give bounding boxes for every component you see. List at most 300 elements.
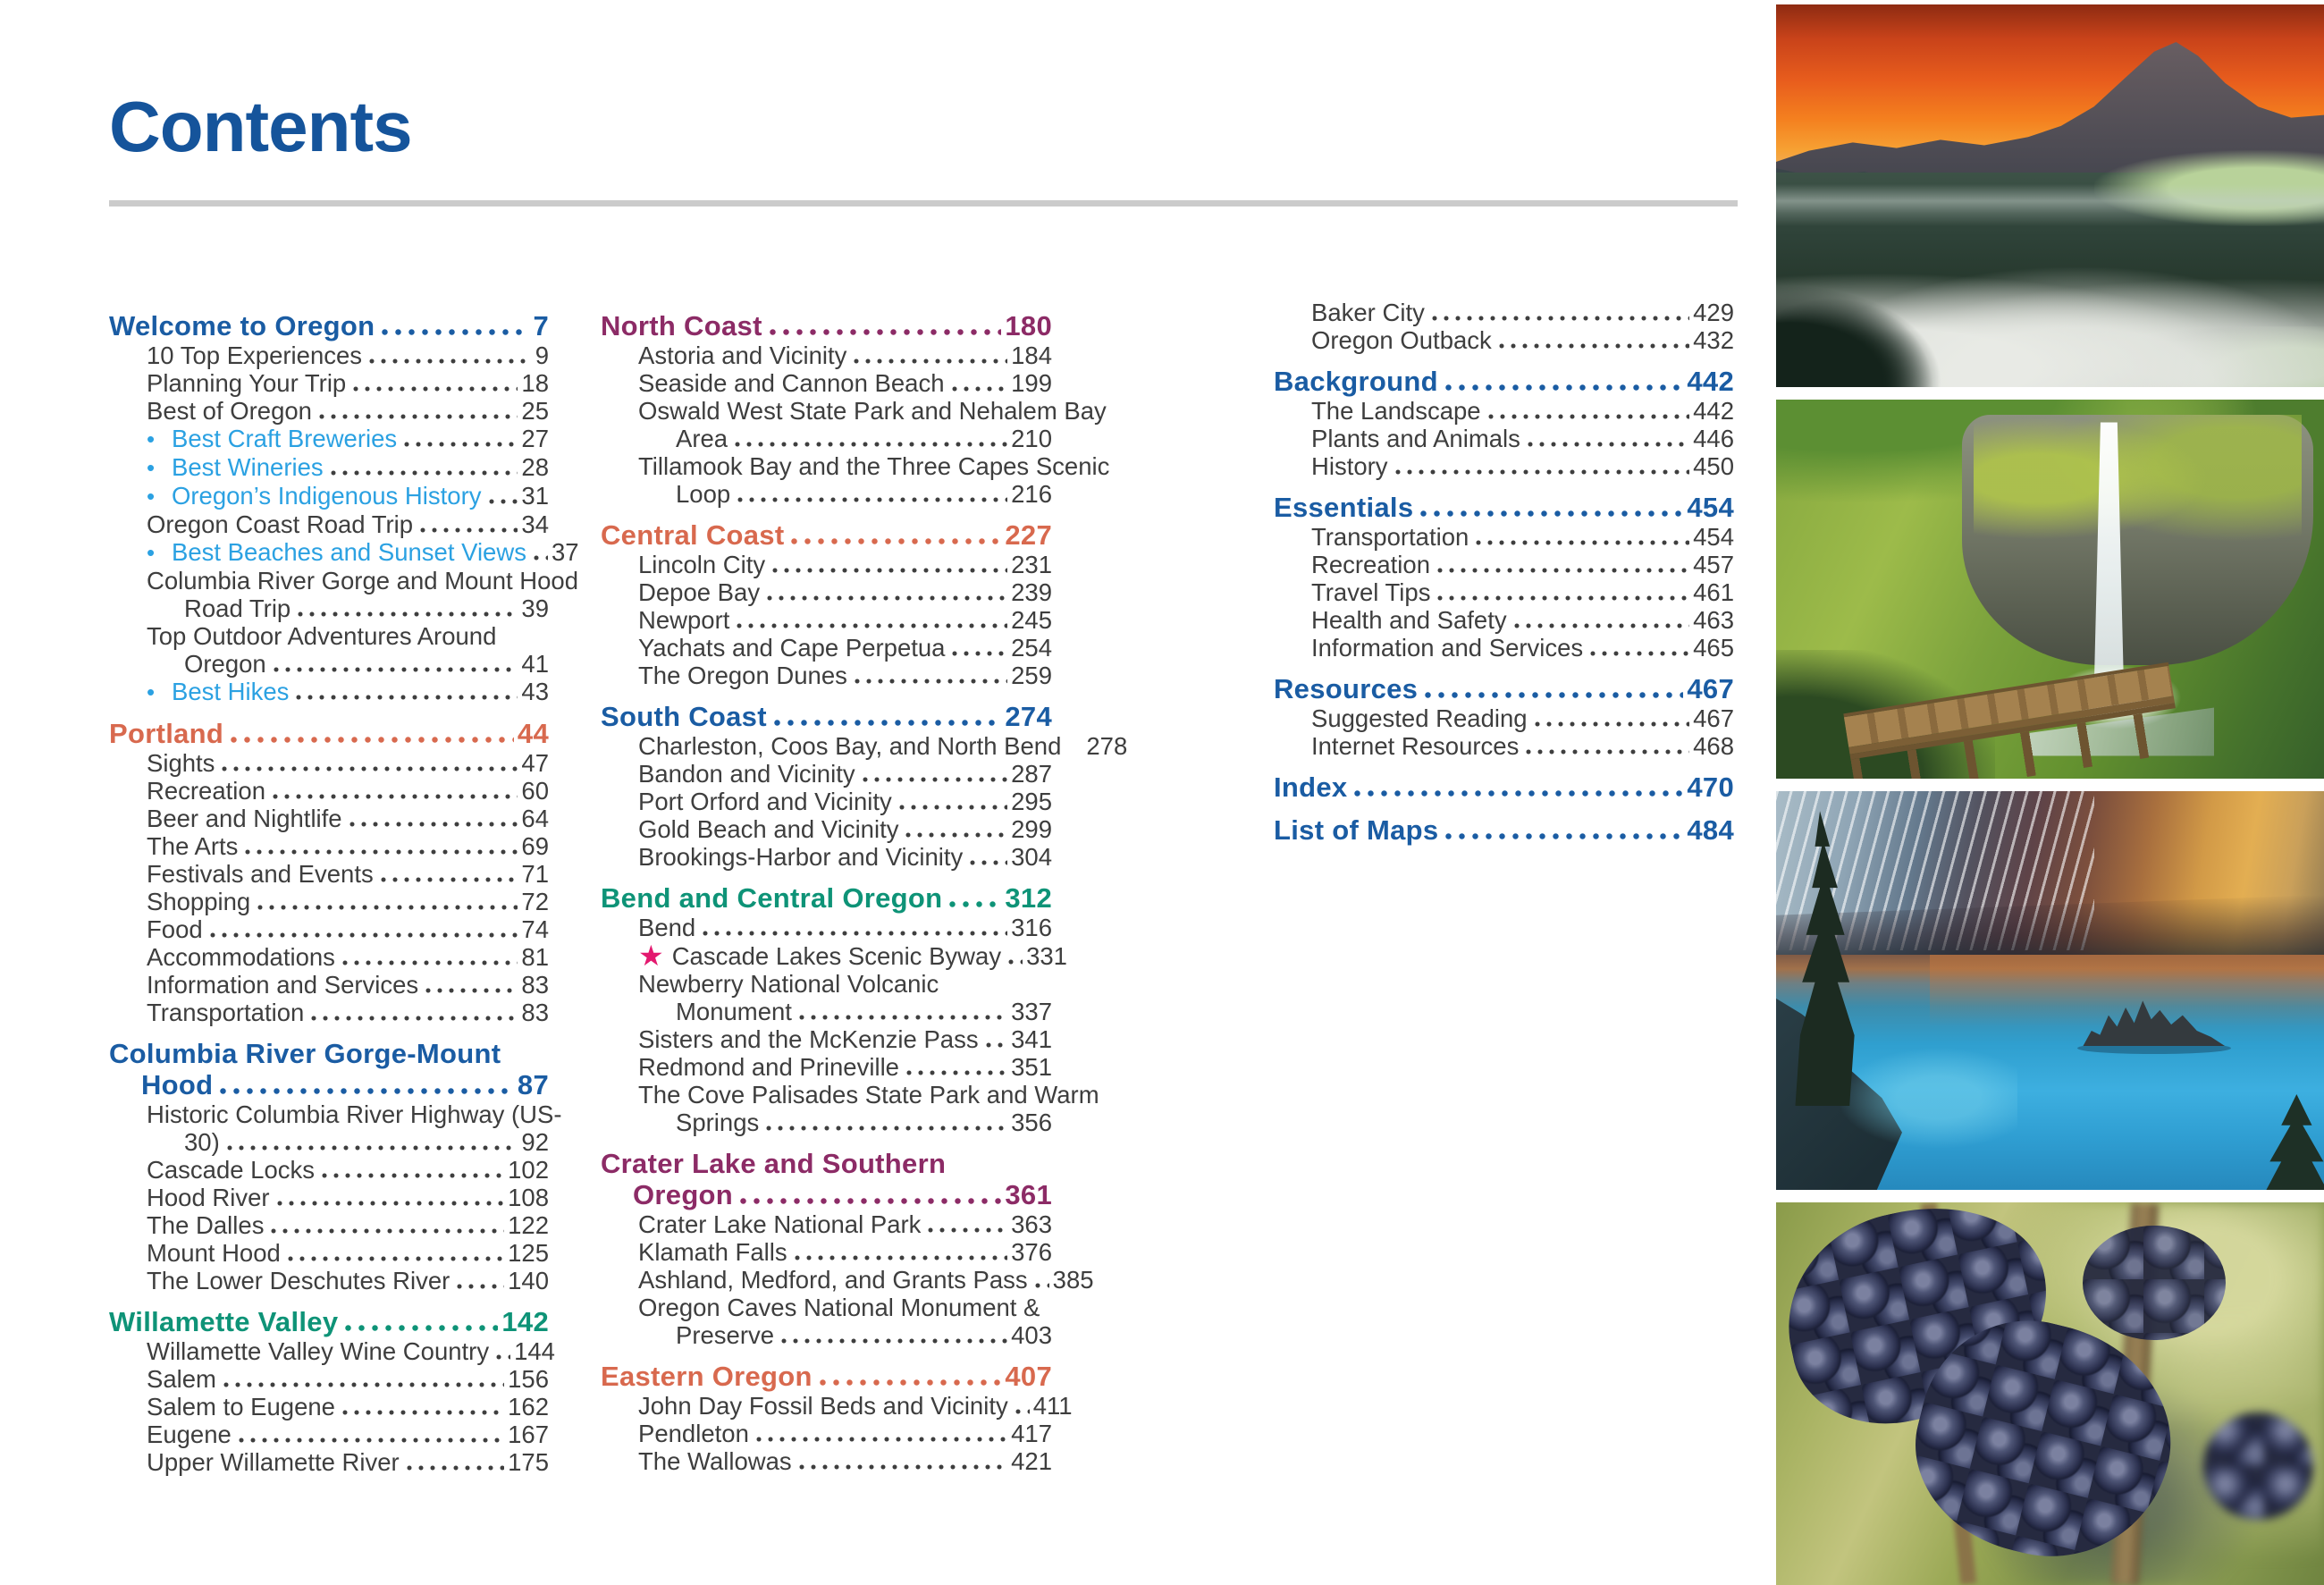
dot-leader xyxy=(271,1228,504,1234)
toc-entry xyxy=(601,1420,1052,1447)
toc-section-heading xyxy=(109,1038,549,1069)
toc-section-heading xyxy=(109,310,549,341)
page-number: 25 xyxy=(521,397,549,425)
section-heading-label: North Coast xyxy=(601,310,762,341)
page-number: 457 xyxy=(1693,551,1734,578)
dot-leader xyxy=(952,651,1007,656)
dot-leader xyxy=(331,470,518,476)
toc-entry xyxy=(109,425,549,453)
page-number: 421 xyxy=(1011,1447,1052,1475)
page-number: 470 xyxy=(1687,771,1734,803)
page-number: 341 xyxy=(1011,1025,1052,1053)
toc-entry-label: Best Craft Breweries xyxy=(172,425,398,452)
toc-entry-label: Pendleton xyxy=(638,1420,749,1447)
dot-leader xyxy=(1499,343,1689,349)
toc-section-heading xyxy=(109,1306,549,1337)
toc-entry-label: Newport xyxy=(638,606,730,634)
toc-entry xyxy=(601,1447,1052,1475)
dot-leader xyxy=(369,358,532,364)
toc-section-heading xyxy=(109,1069,549,1100)
toc-entry xyxy=(109,1100,562,1128)
dot-leader xyxy=(854,358,1007,364)
toc-entry-label: Beer and Nightlife xyxy=(147,805,342,832)
photo-vineyard-grapes xyxy=(1776,1202,2324,1585)
page-number: 429 xyxy=(1693,299,1734,326)
section-heading-label: Hood xyxy=(141,1069,214,1100)
page-number: 92 xyxy=(521,1128,549,1156)
toc-entry-label: History xyxy=(1311,452,1388,480)
toc-entry xyxy=(109,832,549,860)
toc-entry-label: The Landscape xyxy=(1311,397,1481,425)
toc-entry-label: Mount Hood xyxy=(147,1239,281,1267)
dot-leader xyxy=(342,1410,504,1415)
section-heading-label: South Coast xyxy=(601,701,767,732)
toc-section-heading xyxy=(601,1148,1052,1179)
dot-leader xyxy=(1425,692,1683,698)
page-number: 72 xyxy=(521,888,549,915)
page-number: 108 xyxy=(508,1184,549,1211)
toc-entry xyxy=(601,815,1052,843)
dot-leader xyxy=(906,1070,1007,1075)
dot-leader xyxy=(1514,623,1689,628)
dot-leader xyxy=(799,1464,1007,1470)
toc-entry-label: Transportation xyxy=(147,999,305,1026)
page-number: 227 xyxy=(1005,519,1052,551)
toc-entry-label: Planning Your Trip xyxy=(147,369,347,397)
page-number: 69 xyxy=(521,832,549,860)
toc-entry-label: The Wallowas xyxy=(638,1447,792,1475)
toc-entry-label: Columbia River Gorge and Mount Hood xyxy=(147,567,579,594)
toc-entry xyxy=(109,453,549,482)
toc-entry-label: Sisters and the McKenzie Pass xyxy=(638,1025,979,1053)
dot-leader xyxy=(425,988,518,993)
toc-entry-label: Travel Tips xyxy=(1311,578,1431,606)
page-number: 27 xyxy=(521,425,549,452)
toc-entry xyxy=(601,970,1052,998)
dot-leader xyxy=(770,329,1002,335)
toc-entry xyxy=(109,1184,549,1211)
toc-entry xyxy=(109,397,549,425)
bullet-icon: • xyxy=(147,679,156,705)
dot-leader xyxy=(274,667,518,672)
page-number: 44 xyxy=(517,718,549,749)
toc-entry-label: Information and Services xyxy=(1311,634,1584,662)
page-number: 216 xyxy=(1011,480,1052,508)
toc-entry xyxy=(109,805,549,832)
toc-entry xyxy=(601,1109,1052,1136)
toc-section-heading xyxy=(1274,771,1734,803)
dot-leader xyxy=(345,1325,498,1331)
dot-leader xyxy=(496,1354,510,1360)
toc-entry xyxy=(1274,523,1734,551)
dot-leader xyxy=(737,497,1007,502)
section-heading-label: Background xyxy=(1274,366,1438,397)
toc-entry xyxy=(1274,326,1734,354)
toc-entry-label: Cascade Lakes Scenic Byway xyxy=(671,942,1002,970)
toc-entry-label: The Lower Deschutes River xyxy=(147,1267,450,1294)
toc-entry xyxy=(109,777,549,805)
toc-entry xyxy=(601,578,1052,606)
page-number: 446 xyxy=(1693,425,1734,452)
dot-leader xyxy=(1420,510,1683,517)
dot-leader xyxy=(296,695,518,700)
toc-entry-label: Seaside and Cannon Beach xyxy=(638,369,945,397)
page-title: Contents xyxy=(109,87,412,166)
title-rule xyxy=(109,200,1738,207)
dot-leader xyxy=(1015,1409,1030,1414)
page-number: 125 xyxy=(508,1239,549,1267)
toc-entry-label: Oregon Caves National Monument & xyxy=(638,1294,1040,1321)
page-number: 87 xyxy=(517,1069,549,1100)
page-number: 403 xyxy=(1011,1321,1052,1349)
toc-entry-label: Best of Oregon xyxy=(147,397,312,425)
star-icon: ★ xyxy=(638,940,664,972)
dot-leader xyxy=(239,1437,504,1443)
section-heading-label: Bend and Central Oregon xyxy=(601,882,943,914)
section-heading-label: Crater Lake and Southern xyxy=(601,1148,947,1179)
toc-entry xyxy=(601,1210,1052,1238)
toc-entry xyxy=(601,1266,1094,1294)
dot-leader xyxy=(1445,833,1683,839)
toc-section-heading xyxy=(601,701,1052,732)
dot-leader xyxy=(353,386,518,392)
toc-entry xyxy=(109,1211,549,1239)
page-number: 278 xyxy=(1086,732,1128,760)
dot-leader xyxy=(735,442,1007,447)
foreground-trees xyxy=(1776,273,1962,387)
section-heading-label: Eastern Oregon xyxy=(601,1361,813,1392)
toc-entry xyxy=(109,943,549,971)
dot-leader xyxy=(986,1042,1008,1048)
toc-entry-label: Recreation xyxy=(147,777,265,805)
toc-entry xyxy=(109,650,549,678)
toc-entry xyxy=(109,622,549,650)
toc-entry xyxy=(109,888,549,915)
toc-entry xyxy=(601,843,1052,871)
toc-entry xyxy=(601,369,1052,397)
toc-entry-label: Transportation xyxy=(1311,523,1469,551)
toc-entry xyxy=(601,940,1067,972)
dot-leader xyxy=(737,623,1007,628)
page-number: 411 xyxy=(1032,1392,1073,1420)
page-number: 83 xyxy=(521,971,549,999)
toc-entry-label: Port Orford and Vicinity xyxy=(638,788,892,815)
dot-leader xyxy=(970,860,1007,865)
page-number: 64 xyxy=(521,805,549,832)
moss-patches xyxy=(1974,415,2303,574)
section-heading-label: Welcome to Oregon xyxy=(109,310,375,341)
toc-entry-label: Klamath Falls xyxy=(638,1238,787,1266)
page-number: 376 xyxy=(1011,1238,1052,1266)
dot-leader xyxy=(799,1015,1007,1020)
toc-entry-label: Oswald West State Park and Nehalem Bay xyxy=(638,397,1107,425)
dot-leader xyxy=(319,414,518,419)
toc-section-heading xyxy=(1274,366,1734,397)
dot-leader xyxy=(820,1379,1002,1386)
toc-entry xyxy=(109,538,579,567)
toc-entry xyxy=(109,1156,549,1184)
bullet-icon: • xyxy=(147,483,156,510)
section-heading-label: Portland xyxy=(109,718,224,749)
toc-entry xyxy=(109,341,549,369)
toc-entry-label: Oregon xyxy=(184,650,266,678)
dot-leader xyxy=(949,901,1001,907)
toc-entry xyxy=(1274,578,1734,606)
toc-entry-label: Oregon’s Indigenous History xyxy=(172,482,482,510)
dot-leader xyxy=(1528,442,1689,447)
toc-entry-label: Best Wineries xyxy=(172,453,324,481)
toc-entry-label: Top Outdoor Adventures Around xyxy=(147,622,497,650)
toc-entry-label: Plants and Animals xyxy=(1311,425,1520,452)
toc-column-1 xyxy=(109,299,579,1476)
toc-entry xyxy=(601,1392,1073,1420)
toc-entry xyxy=(601,634,1052,662)
dot-leader xyxy=(740,1198,1001,1204)
dot-leader xyxy=(220,1088,514,1094)
toc-entry-label: Cascade Locks xyxy=(147,1156,316,1184)
dot-leader xyxy=(1445,384,1684,391)
toc-section-heading xyxy=(601,882,1052,914)
toc-entry-label: Upper Willamette River xyxy=(147,1448,400,1476)
toc-entry xyxy=(109,482,549,510)
page-number: 210 xyxy=(1011,425,1052,452)
toc-entry xyxy=(601,452,1110,480)
toc-entry-label: Loop xyxy=(676,480,731,508)
toc-section-heading xyxy=(1274,492,1734,523)
dot-leader xyxy=(322,1173,504,1178)
section-heading-label: List of Maps xyxy=(1274,814,1439,846)
toc-entry xyxy=(109,971,549,999)
dot-leader xyxy=(1437,595,1689,601)
dot-leader xyxy=(227,1145,518,1151)
section-heading-label: Columbia River Gorge-Mount xyxy=(109,1038,501,1069)
bullet-icon: • xyxy=(147,539,156,566)
page-number: 74 xyxy=(521,915,549,943)
page-number: 254 xyxy=(1011,634,1052,662)
photo-mount-hood-sunset xyxy=(1776,4,2324,387)
page-number: 274 xyxy=(1005,701,1052,732)
toc-entry-label: Charleston, Coos Bay, and North Bend xyxy=(638,732,1062,760)
dot-leader xyxy=(1437,568,1689,573)
dot-leader xyxy=(766,1126,1007,1131)
haze-band xyxy=(1776,184,2324,226)
dot-leader xyxy=(899,805,1007,810)
toc-entry-label: Historic Columbia River Highway (US- xyxy=(147,1100,562,1128)
page-number: 454 xyxy=(1687,492,1734,523)
dot-leader xyxy=(298,611,518,617)
page-number: 454 xyxy=(1693,523,1734,551)
toc-entry xyxy=(601,1321,1052,1349)
page-number: 28 xyxy=(521,453,549,481)
toc-entry-label: Internet Resources xyxy=(1311,732,1520,760)
toc-entry xyxy=(601,551,1052,578)
toc-entry-label: Willamette Valley Wine Country xyxy=(147,1337,490,1365)
toc-entry xyxy=(109,369,549,397)
page-number: 484 xyxy=(1687,814,1734,846)
toc-entry-label: John Day Fossil Beds and Vicinity xyxy=(638,1392,1008,1420)
photo-crater-lake xyxy=(1776,791,2324,1190)
page-number: 463 xyxy=(1693,606,1734,634)
page-number: 39 xyxy=(521,594,549,622)
toc-entry-label: Springs xyxy=(676,1109,760,1136)
toc-entry xyxy=(109,999,549,1026)
page-number: 442 xyxy=(1693,397,1734,425)
toc-entry-label: The Dalles xyxy=(147,1211,265,1239)
dot-leader xyxy=(1590,651,1689,656)
toc-section-heading xyxy=(1274,814,1734,846)
page-number: 162 xyxy=(508,1393,549,1421)
toc-entry xyxy=(109,1239,549,1267)
page-number: 316 xyxy=(1011,914,1052,941)
dot-leader xyxy=(277,1201,505,1206)
toc-entry xyxy=(109,1267,549,1294)
page-number: 31 xyxy=(521,482,549,510)
dot-leader xyxy=(382,329,529,335)
page-number: 432 xyxy=(1693,326,1734,354)
toc-entry xyxy=(109,594,549,622)
page-number: 245 xyxy=(1011,606,1052,634)
toc-entry xyxy=(1274,452,1734,480)
dot-leader xyxy=(257,905,518,910)
page-number: 144 xyxy=(514,1337,555,1365)
page-number: 156 xyxy=(508,1365,549,1393)
page-number: 102 xyxy=(508,1156,549,1184)
toc-entry-label: Astoria and Vicinity xyxy=(638,341,847,369)
toc-entry xyxy=(601,998,1052,1025)
toc-column-3 xyxy=(1274,299,1734,846)
toc-entry xyxy=(601,914,1052,941)
toc-entry xyxy=(109,860,549,888)
toc-entry xyxy=(109,749,549,777)
page-number: 231 xyxy=(1011,551,1052,578)
dot-leader xyxy=(420,527,518,533)
dot-leader xyxy=(863,777,1008,782)
toc-entry-label: Bend xyxy=(638,914,696,941)
toc-entry-label: 30) xyxy=(184,1128,220,1156)
toc-entry-label: Shopping xyxy=(147,888,251,915)
toc-entry xyxy=(601,1081,1099,1109)
dot-leader xyxy=(1432,316,1689,321)
toc-entry-label: Depoe Bay xyxy=(638,578,761,606)
toc-entry xyxy=(601,425,1052,452)
toc-entry xyxy=(109,1337,555,1365)
page-number: 167 xyxy=(508,1421,549,1448)
toc-entry-label: Oregon Outback xyxy=(1311,326,1492,354)
dot-leader xyxy=(952,386,1008,392)
page-number: 175 xyxy=(508,1448,549,1476)
page-number: 450 xyxy=(1693,452,1734,480)
toc-entry-label: Eugene xyxy=(147,1421,232,1448)
dot-leader xyxy=(905,832,1007,838)
page-number: 417 xyxy=(1011,1420,1052,1447)
page-number: 304 xyxy=(1011,843,1052,871)
dot-leader xyxy=(855,679,1007,684)
dot-leader xyxy=(781,1338,1007,1344)
page-number: 180 xyxy=(1005,310,1052,341)
toc-entry xyxy=(1274,732,1734,760)
page-number: 41 xyxy=(521,650,549,678)
page-number: 7 xyxy=(533,310,549,341)
toc-entry-label: Salem xyxy=(147,1365,216,1393)
dot-leader xyxy=(1008,959,1023,965)
page-number: 60 xyxy=(521,777,549,805)
toc-section-heading xyxy=(1274,673,1734,704)
section-heading-label: Index xyxy=(1274,771,1348,803)
toc-entry xyxy=(1274,397,1734,425)
page-number: 184 xyxy=(1011,341,1052,369)
toc-entry xyxy=(109,510,549,538)
dot-leader xyxy=(1526,749,1689,755)
toc-entry-label: Ashland, Medford, and Grants Pass xyxy=(638,1266,1028,1294)
dot-leader xyxy=(273,794,518,799)
toc-entry xyxy=(109,915,549,943)
page-number: 356 xyxy=(1011,1109,1052,1136)
toc-entry xyxy=(109,1365,549,1393)
dot-leader xyxy=(222,766,518,771)
toc-entry-label: Baker City xyxy=(1311,299,1425,326)
toc-entry-label: Oregon Coast Road Trip xyxy=(147,510,414,538)
toc-entry-label: Tillamook Bay and the Three Capes Scenic xyxy=(638,452,1110,480)
dot-leader xyxy=(767,595,1007,601)
dot-leader xyxy=(457,1284,504,1289)
toc-entry-label: Yachats and Cape Perpetua xyxy=(638,634,946,662)
toc-entry-label: Newberry National Volcanic xyxy=(638,970,939,998)
toc-entry-label: Road Trip xyxy=(184,594,291,622)
toc-entry xyxy=(601,788,1052,815)
toc-entry-label: The Oregon Dunes xyxy=(638,662,847,689)
toc-entry-label: Suggested Reading xyxy=(1311,704,1528,732)
page-number: 9 xyxy=(535,341,549,369)
toc-entry-label: The Arts xyxy=(147,832,239,860)
toc-entry-label: Monument xyxy=(676,998,792,1025)
bullet-icon: • xyxy=(147,426,156,452)
toc-entry-label: Best Beaches and Sunset Views xyxy=(172,538,526,566)
toc-entry xyxy=(109,1393,549,1421)
toc-section-heading xyxy=(109,718,549,749)
toc-entry-label: Food xyxy=(147,915,203,943)
dot-leader xyxy=(404,442,518,447)
page-number: 34 xyxy=(521,510,549,538)
dot-leader xyxy=(223,1382,504,1387)
page-number: 467 xyxy=(1693,704,1734,732)
dot-leader xyxy=(1068,749,1082,755)
section-heading-label: Essentials xyxy=(1274,492,1414,523)
toc-entry xyxy=(109,678,549,706)
dot-leader xyxy=(1535,721,1690,727)
page-number: 259 xyxy=(1011,662,1052,689)
dot-leader xyxy=(1354,790,1683,797)
dot-leader xyxy=(342,960,518,965)
dot-leader xyxy=(489,499,518,504)
toc-entry xyxy=(1274,606,1734,634)
toc-entry xyxy=(601,1053,1052,1081)
dot-leader xyxy=(407,1465,504,1471)
page-number: 385 xyxy=(1052,1266,1094,1294)
page-number: 299 xyxy=(1011,815,1052,843)
toc-entry-label: Brookings-Harbor and Vicinity xyxy=(638,843,964,871)
toc-entry-label: Area xyxy=(676,425,728,452)
dot-leader xyxy=(381,877,518,882)
toc-entry xyxy=(601,1294,1052,1321)
page-number: 442 xyxy=(1687,366,1734,397)
page-number: 461 xyxy=(1693,578,1734,606)
dot-leader xyxy=(288,1256,504,1261)
section-heading-label: Oregon xyxy=(633,1179,734,1210)
page-number: 140 xyxy=(508,1267,549,1294)
dot-leader xyxy=(774,720,1002,726)
page-number: 81 xyxy=(521,943,549,971)
dot-leader xyxy=(756,1437,1007,1442)
